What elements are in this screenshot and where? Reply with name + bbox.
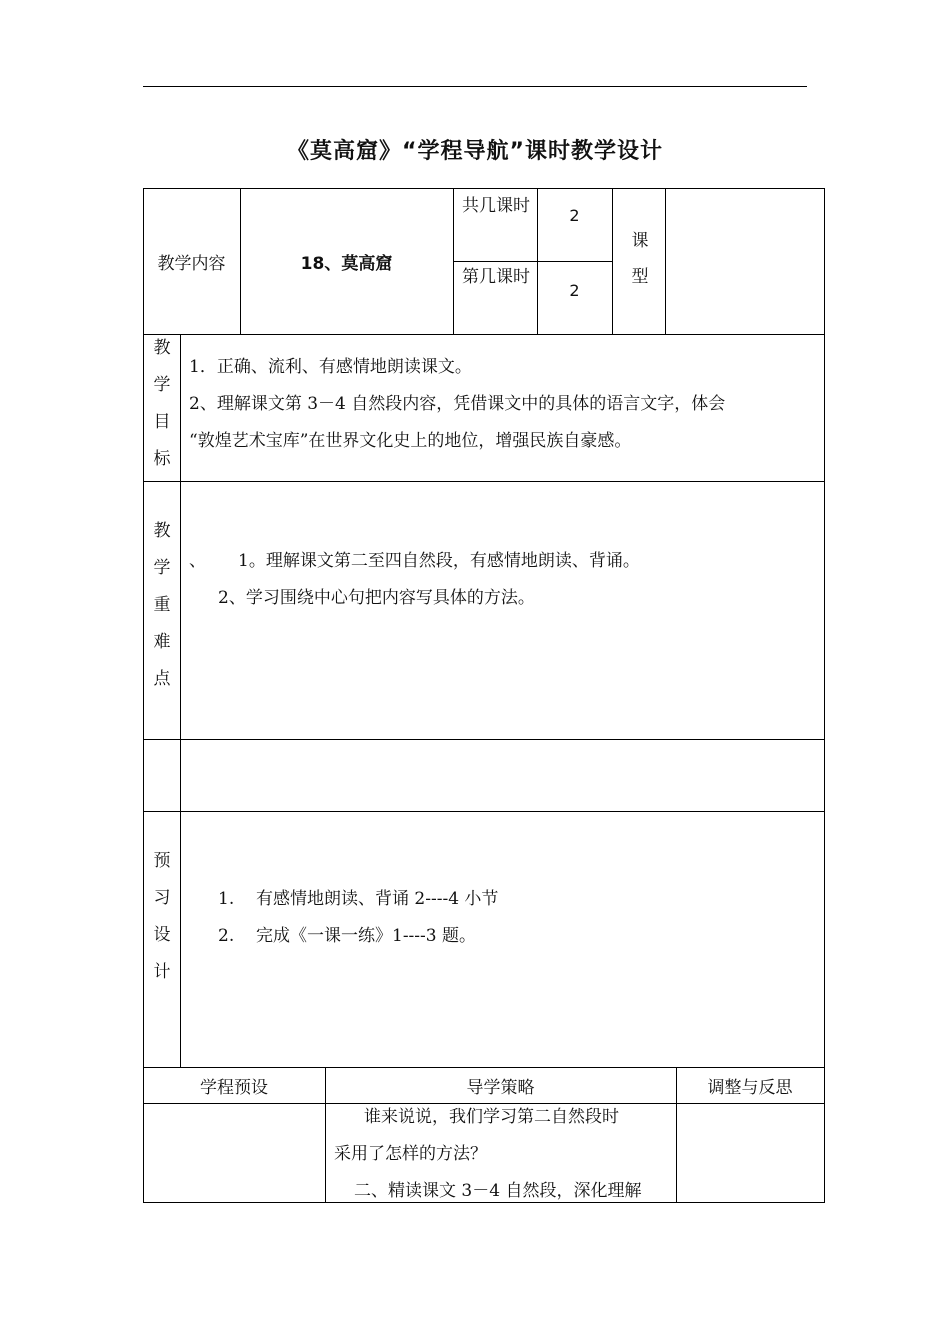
column-header-strategy: 导学策略	[466, 1077, 535, 1098]
column-header-reflection: 调整与反思	[707, 1077, 793, 1098]
objective-1: 1．正确、流利、有感情地朗读课文。	[189, 357, 472, 377]
page-title: 《莫高窟》“学程导航”课时教学设计	[287, 139, 663, 164]
total-periods-value: 2	[569, 206, 580, 225]
table-border-left	[143, 188, 144, 1202]
period-number-value: 2	[569, 281, 580, 300]
period-number-label: 第几课时	[462, 267, 530, 287]
objective-3: “敦煌艺术宝库”在世界文化史上的地位，增强民族自豪感。	[189, 431, 632, 451]
divider	[612, 188, 613, 334]
preview-item-2: 完成《一课一练》1----3 题。	[256, 926, 477, 946]
divider	[143, 739, 825, 740]
preview-item-1: 有感情地朗读、背诵 2----4 小节	[256, 889, 499, 909]
strategy-line-2: 采用了怎样的方法？	[334, 1144, 487, 1164]
key-points-mark: 、	[189, 551, 206, 571]
content-label: 教学内容	[157, 253, 226, 274]
divider	[143, 811, 825, 812]
objective-2: 2、理解课文第 3－4 自然段内容，凭借课文中的具体的语言文字，体会	[189, 394, 726, 414]
total-periods-label: 共几课时	[462, 196, 530, 216]
key-point-1: 1。理解课文第二至四自然段，有感情地朗读、背诵。	[238, 551, 640, 571]
table-border-right	[824, 188, 825, 1202]
objectives-label: 教学目标	[153, 338, 171, 469]
divider	[143, 334, 825, 335]
preview-item-2-number: 2.	[218, 926, 235, 946]
lesson-type-label: 课型	[631, 231, 649, 287]
divider	[180, 334, 181, 1067]
preview-item-1-number: 1.	[218, 889, 235, 909]
lesson-type-value	[665, 188, 824, 334]
preview-label: 预习设计	[153, 851, 171, 982]
strategy-line-1: 谁来说说，我们学习第二自然段时	[364, 1107, 619, 1127]
top-rule	[143, 86, 807, 87]
divider	[143, 481, 825, 482]
key-points-label: 教学重难点	[153, 521, 171, 689]
strategy-line-3: 二、精读课文 3－4 自然段，深化理解	[354, 1181, 642, 1201]
column-header-process: 学程预设	[200, 1077, 268, 1098]
lesson-title: 18、莫高窟	[300, 253, 393, 274]
key-point-2: 2、学习围绕中心句把内容写具体的方法。	[218, 588, 535, 608]
